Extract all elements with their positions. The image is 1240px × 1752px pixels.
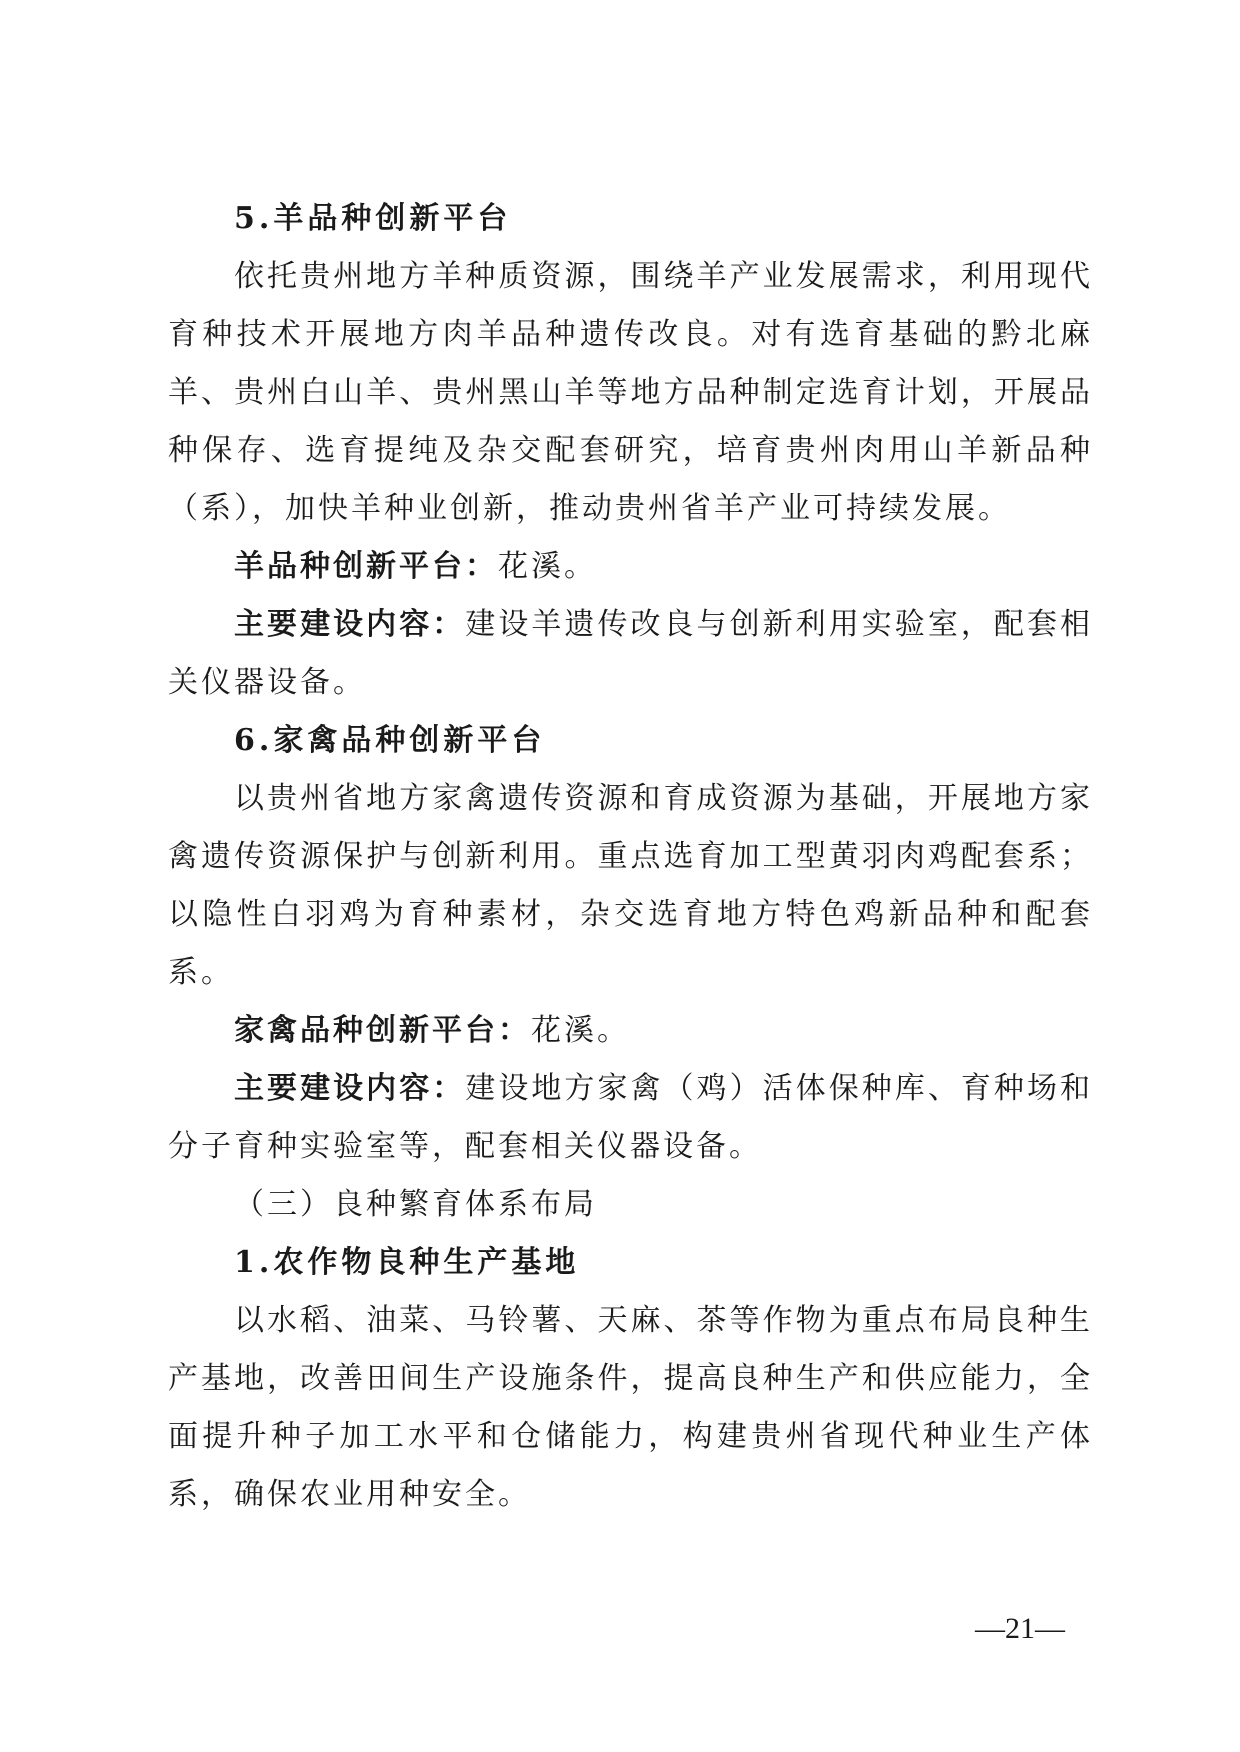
platform-label: 家禽品种创新平台： [234,1013,531,1048]
platform-line-poultry [168,1002,1090,1060]
paragraph-line: 关仪器设备。 [168,665,366,700]
construction-text: 建设羊遗传改良与创新利用实验室，配套相 [465,607,1091,642]
paragraph-line: （系），加快羊种业创新，推动贵州省羊产业可持续发展。 [168,491,1011,526]
section-heading-sheep: 5.羊品种创新平台 [234,201,512,236]
paragraph-line: 羊、贵州白山羊、贵州黑山羊等地方品种制定选育计划，开展品 [168,375,1090,410]
page-number: —21— [975,1612,1065,1645]
paragraph-line: 系。 [168,955,234,990]
paragraph-line: 分子育种实验室等，配套相关仪器设备。 [168,1129,762,1164]
platform-line-sheep [168,538,1090,596]
paragraph-line: 以贵州省地方家禽遗传资源和育成资源为基础，开展地方家 [234,781,1090,816]
paragraph-line: 以隐性白羽鸡为育种素材，杂交选育地方特色鸡新品种和配套 [168,897,1090,932]
construction-text: 建设地方家禽（鸡）活体保种库、育种场和 [465,1071,1091,1106]
section-heading-breeding-system: （三）良种繁育体系布局 [234,1187,597,1222]
construction-line-sheep [168,596,1090,654]
paragraph-line: 育种技术开展地方肉羊品种遗传改良。对有选育基础的黔北麻 [168,317,1090,352]
paragraph-line: 系，确保农业用种安全。 [168,1477,531,1512]
platform-value: 花溪。 [498,549,597,584]
platform-label: 羊品种创新平台： [234,549,498,584]
construction-label: 主要建设内容： [234,607,466,642]
document-body [168,190,1090,1524]
construction-label: 主要建设内容： [234,1071,466,1106]
paragraph-line: 种保存、选育提纯及杂交配套研究，培育贵州肉用山羊新品种 [168,433,1090,468]
subsection-heading-crop-base: 1.农作物良种生产基地 [234,1245,580,1280]
paragraph-line: 依托贵州地方羊种质资源，围绕羊产业发展需求，利用现代 [234,259,1090,294]
paragraph-line: 禽遗传资源保护与创新利用。重点选育加工型黄羽肉鸡配套系； [168,839,1090,874]
section-heading-poultry: 6.家禽品种创新平台 [234,723,546,758]
paragraph-line: 产基地，改善田间生产设施条件，提高良种生产和供应能力，全 [168,1361,1090,1396]
platform-value: 花溪。 [531,1013,630,1048]
paragraph-line: 面提升种子加工水平和仓储能力，构建贵州省现代种业生产体 [168,1419,1090,1454]
construction-line-poultry [168,1060,1090,1118]
paragraph-line: 以水稻、油菜、马铃薯、天麻、茶等作物为重点布局良种生 [234,1303,1090,1338]
